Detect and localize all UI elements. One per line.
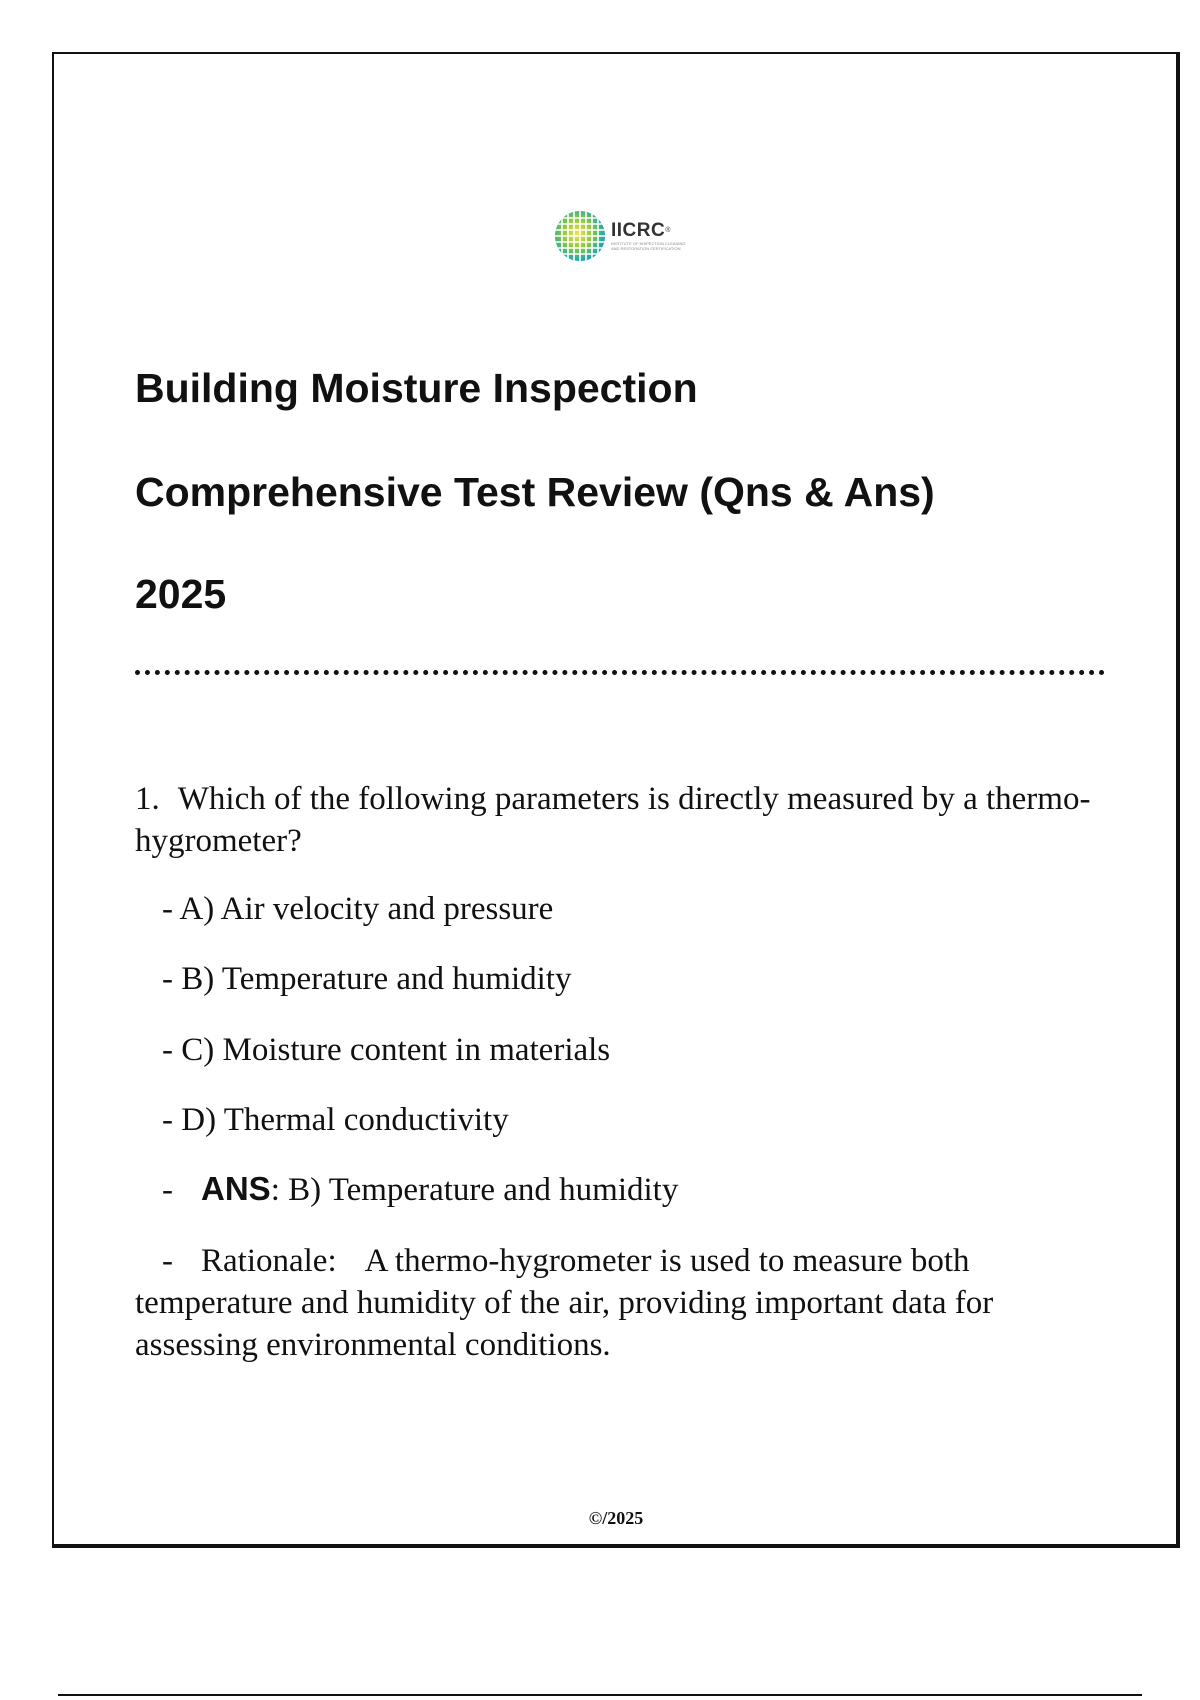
question-1 — [135, 778, 1095, 862]
answer-label: ANS — [201, 1170, 271, 1207]
logo-tagline: INSTITUTE OF INSPECTION CLEANING AND RESTORATION CERTIFICATION — [611, 241, 686, 251]
option-a: - A) Air velocity and pressure — [162, 891, 554, 927]
logo-name: IICRC® — [611, 220, 671, 241]
document-title-line-2: Comprehensive Test Review (Qns & Ans) — [135, 469, 935, 515]
document-title-line-1: Building Moisture Inspection — [135, 365, 698, 411]
rationale — [135, 1240, 1095, 1366]
option-b: - B) Temperature and humidity — [162, 961, 572, 997]
bottom-rule — [58, 1694, 1142, 1696]
answer-text: : B) Temperature and humidity — [270, 1172, 679, 1208]
question-text: Which of the following parameters is directly measured by a thermo-hygrometer? — [135, 781, 1091, 859]
rationale-text: A thermo-hygrometer is used to measure both temperature and humidity of the air, providing important data for assessing environmental conditions. — [135, 1243, 994, 1363]
logo-text — [611, 221, 691, 251]
answer-line — [162, 1168, 678, 1211]
document-title-year: 2025 — [135, 571, 227, 617]
iicrc-logo — [553, 208, 691, 264]
question-number: 1. — [135, 781, 160, 817]
answer-dash: - — [162, 1172, 173, 1208]
copyright-footer: ©/2025 — [588, 1508, 644, 1528]
rationale-dash: - — [162, 1243, 173, 1279]
option-d: - D) Thermal conductivity — [162, 1102, 509, 1138]
option-c: - C) Moisture content in materials — [162, 1032, 611, 1068]
globe-logo-icon — [553, 209, 607, 263]
rationale-label: Rationale: — [201, 1243, 337, 1279]
dotted-divider — [135, 670, 1105, 675]
